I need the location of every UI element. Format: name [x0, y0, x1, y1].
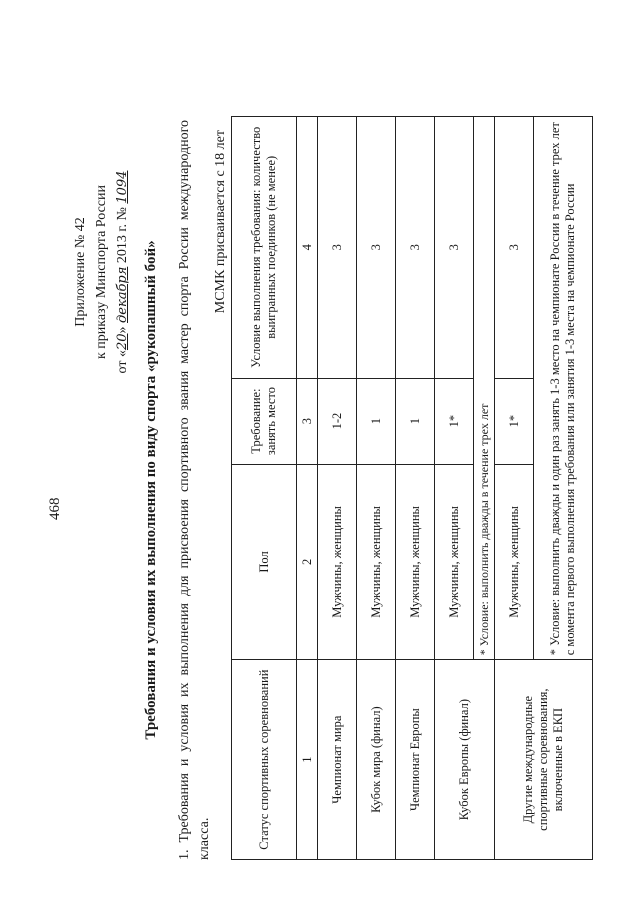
table-row — [396, 117, 435, 860]
header-wins: Условие выполнения требования: количество выигранных поединков (не менее) — [232, 117, 297, 379]
appendix-block — [70, 122, 133, 422]
cell-status: Чемпионат мира — [318, 660, 357, 860]
cell-wins: 3 — [495, 117, 534, 379]
cell-sex: Мужчины, женщины — [357, 464, 396, 660]
cell-sex: Мужчины, женщины — [396, 464, 435, 660]
cell-wins: 3 — [357, 117, 396, 379]
document-title: Требования и условия их выполнения по виду спорта «рукопашный бой» — [143, 240, 159, 740]
cell-status: Кубок Европы (финал) — [435, 660, 495, 860]
note-twice-in-three-years: * Условие: выполнить дважды в течение трех лет — [474, 117, 495, 660]
note-russia-championship: * Условие: выполнить дважды и один раз занять 1-3 место на чемпионате России в течение трех лет с момента первого выполнения требования или занятия 1-3 места на чемпионате России — [534, 117, 593, 660]
col-number: 4 — [297, 117, 318, 379]
handwritten-day: 20 — [115, 333, 130, 351]
appendix-number: Приложение № 42 — [73, 217, 88, 327]
handwritten-month: декабря — [115, 266, 130, 323]
appendix-date-line: от «20» декабря 2013 г. № 1094 — [115, 170, 130, 374]
table-row — [495, 117, 534, 860]
cell-place: 1 — [357, 378, 396, 464]
col-number: 3 — [297, 378, 318, 464]
cell-place: 1 — [396, 378, 435, 464]
handwritten-number: 1094 — [115, 170, 130, 204]
cell-status: Кубок мира (финал) — [357, 660, 396, 860]
cell-status: Другие международные спортивные соревнования, включенные в ЕКП — [495, 660, 593, 860]
column-number-row — [297, 117, 318, 860]
cell-place: 1* — [495, 378, 534, 464]
appendix-order-ref: к приказу Минспорта России — [94, 185, 109, 359]
cell-wins: 3 — [318, 117, 357, 379]
cell-place: 1* — [435, 378, 474, 464]
table-row — [318, 117, 357, 860]
col-number: 2 — [297, 464, 318, 660]
col-number: 1 — [297, 660, 318, 860]
cell-status: Чемпионат Европы — [396, 660, 435, 860]
mcmk-age-note: МСМК присваивается с 18 лет — [213, 130, 228, 314]
header-sex: Пол — [232, 464, 297, 660]
table-row — [357, 117, 396, 860]
cell-wins: 3 — [435, 117, 474, 379]
requirements-table — [231, 116, 593, 860]
intro-paragraph: 1. Требования и условия их выполнения для присвоения спортивного звания мастер спорта России международного класса. — [177, 120, 212, 860]
cell-sex: Мужчины, женщины — [435, 464, 474, 660]
cell-sex: Мужчины, женщины — [318, 464, 357, 660]
rotated-document-page — [25, 90, 577, 880]
cell-wins: 3 — [396, 117, 435, 379]
cell-sex: Мужчины, женщины — [495, 464, 534, 660]
table-row — [435, 117, 474, 860]
header-place: Требование: занять место — [232, 378, 297, 464]
header-status: Статус спортивных соревнований — [232, 660, 297, 860]
cell-place: 1-2 — [318, 378, 357, 464]
table-header-row — [232, 117, 297, 860]
page-number: 468 — [47, 497, 63, 520]
